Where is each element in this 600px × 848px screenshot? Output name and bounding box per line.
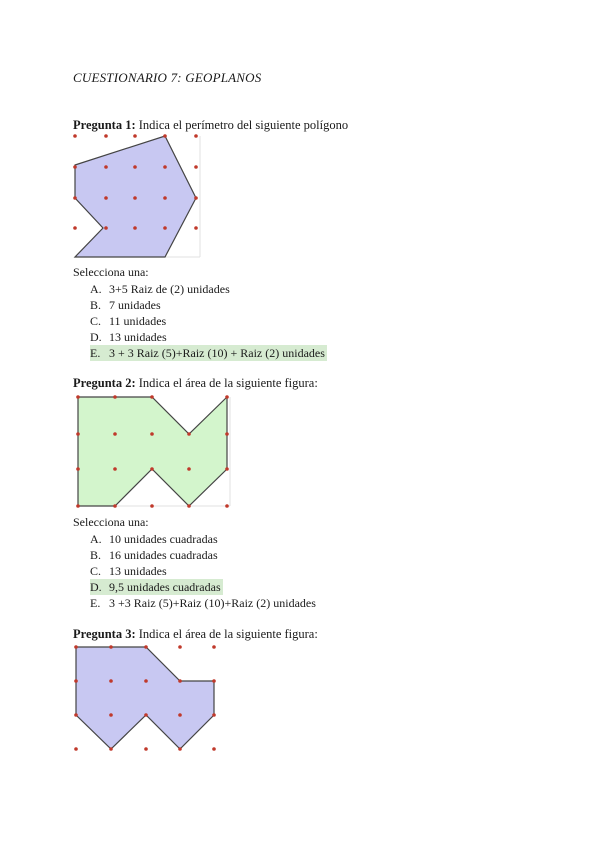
question-2-label: Pregunta 2: (73, 376, 136, 390)
question-2-option-d[interactable]: D. 9,5 unidades cuadradas (90, 580, 221, 594)
question-2-option-c[interactable]: C. 13 unidades (90, 564, 167, 578)
question-1-label: Pregunta 1: (73, 118, 136, 132)
page-title: CUESTIONARIO 7: GEOPLANOS (73, 70, 262, 85)
question-1-options (90, 281, 327, 361)
question-1-option-e[interactable]: E. 3 + 3 Raiz (5)+Raiz (10) + Raiz (2) unidades (90, 346, 325, 360)
question-1-option-c[interactable]: C. 11 unidades (90, 314, 167, 328)
question-2-heading (73, 376, 318, 391)
question-2-select-label: Selecciona una: (73, 515, 149, 529)
question-3-figure (72, 643, 222, 753)
question-2-option-a[interactable]: A. 10 unidades cuadradas (90, 532, 218, 546)
question-3-text: Indica el área de la siguiente figura: (135, 627, 318, 641)
question-2-shape (78, 397, 227, 506)
question-3-label: Pregunta 3: (73, 627, 136, 641)
question-1-select-label: Selecciona una: (73, 265, 149, 279)
question-2-option-e[interactable]: E. 3 +3 Raiz (5)+Raiz (10)+Raiz (2) unidades (90, 596, 316, 610)
question-1-option-b[interactable]: B. 7 unidades (90, 298, 161, 312)
question-1-polygon-figure (70, 132, 204, 260)
question-1-option-d[interactable]: D. 13 unidades (90, 330, 167, 344)
question-1-text: Indica el perímetro del siguiente polígono (135, 118, 349, 132)
question-3-shape (76, 647, 214, 749)
question-3-heading (73, 627, 318, 642)
question-2-options (90, 531, 316, 611)
question-2-figure (74, 393, 234, 509)
question-2-option-b[interactable]: B. 16 unidades cuadradas (90, 548, 218, 562)
question-2-text: Indica el área de la siguiente figura: (135, 376, 318, 390)
question-1-heading (73, 118, 348, 133)
question-1-option-a[interactable]: A. 3+5 Raiz de (2) unidades (90, 282, 230, 296)
